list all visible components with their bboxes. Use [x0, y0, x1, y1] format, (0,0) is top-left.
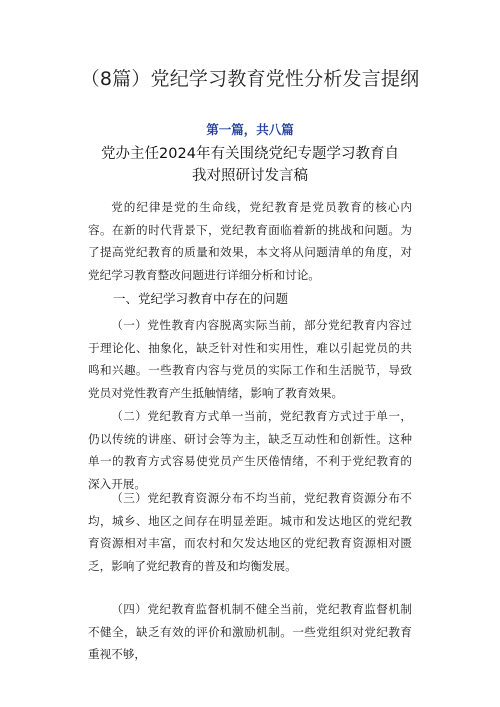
article-title-line-1: 党办主任2024年有关围绕党纪专题学习教育自 — [101, 146, 399, 162]
body-paragraph-3: （三）党纪教育资源分布不均当前，党纪教育资源分布不均，城乡、地区之间存在明显差距。城市和发达地区的党纪教育资源相对丰富，而农村和欠发达地区的党纪教育资源相对匮乏，影响了党纪教育的普及和均衡发展。 — [88, 491, 412, 573]
article-title — [88, 143, 412, 187]
section-label: 第一篇，共八篇 — [206, 122, 294, 137]
section-heading: 一、党纪学习教育中存在的问题 — [113, 291, 289, 306]
body-paragraph-2: （二）党纪教育方式单一当前，党纪教育方式过于单一，仍以传统的讲座、研讨会等为主，缺乏互动性和创新性。这种单一的教育方式容易使党员产生厌倦情绪，不利于党纪教育的深入开展。 — [88, 409, 412, 491]
body-paragraph-1: （一）党性教育内容脱离实际当前，部分党纪教育内容过于理论化、抽象化，缺乏针对性和实用性，难以引起党员的共鸣和兴趣。一些教育内容与党员的实际工作和生活脱节，导致党员对党性教育产生抵触情绪，影响了教育效果。 — [88, 318, 412, 400]
body-paragraph-4: （四）党纪教育监督机制不健全当前，党纪教育监督机制不健全，缺乏有效的评价和激励机制。一些党组织对党纪教育重视不够， — [88, 602, 412, 661]
intro-paragraph: 党的纪律是党的生命线，党纪教育是党员教育的核心内容。在新的时代背景下，党纪教育面临着新的挑战和问题。为了提高党纪教育的质量和效果，本文将从问题清单的角度，对党纪学习教育整改问题进行详细分析和讨论。 — [88, 200, 412, 282]
document-title: （8篇）党纪学习教育党性分析发言提纲 — [80, 68, 420, 90]
article-title-line-2: 我对照研讨发言稿 — [192, 168, 308, 184]
